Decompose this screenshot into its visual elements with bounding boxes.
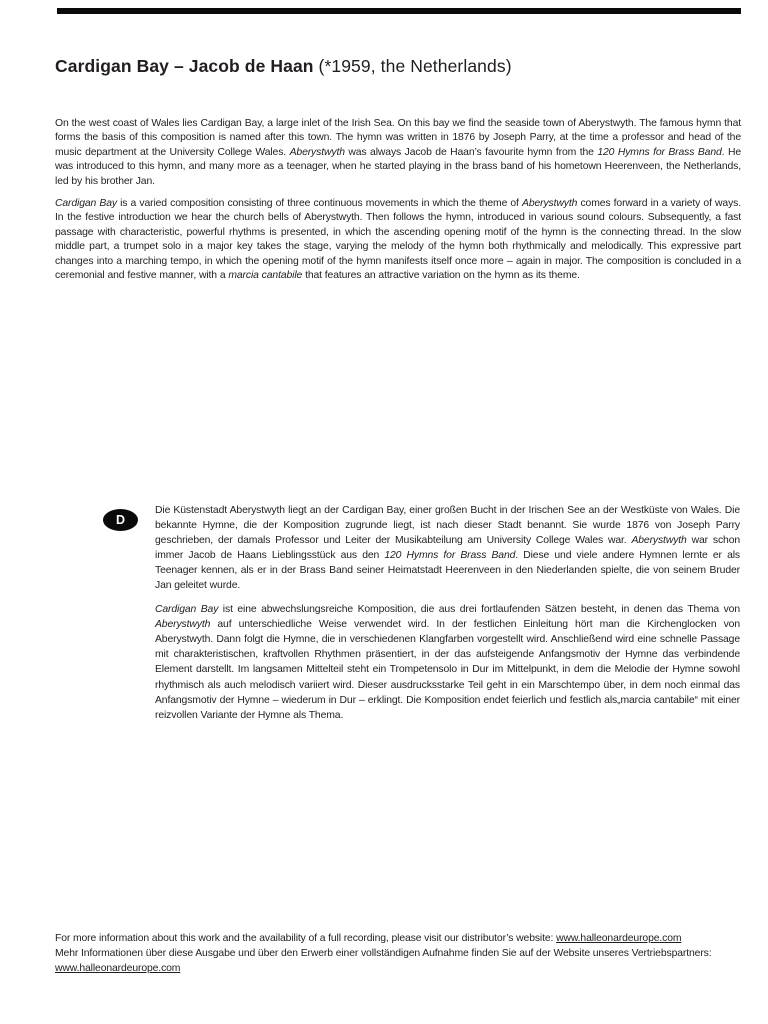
english-notes-section: [55, 117, 741, 291]
title-composer-detail: (*1959, the Netherlands): [313, 56, 512, 76]
german-paragraph-2: Cardigan Bay ist eine abwechslungsreiche Komposition, die aus drei fortlaufenden Sätzen besteht, in denen das Thema von Aberystwyth auf unterschiedliche Weise verwendet wird. In der festlichen Einleitung hört man die Kirchenglocken von Aberystwyth. Dann folgt die Hymne, die in verschiedenen Klangfarben vorgestellt wird. Anschließend wird eine schnelle Passage mit charakteristischen, kraftvollen Rhythmen präsentiert, in der das aufsteigende Anfangsmotiv der Hymne das verbindende Element darstellt. Im langsamen Mittelteil steht ein Trompetensolo in Dur im Mittelpunkt, in dem die Melodie der Hymne sowohl rhythmisch als auch melodisch variiert wird. Dieser ausdrucksstarke Teil geht in ein Marschtempo über, in dem noch einmal das Anfangsmotiv der Hymne – wiederum in Dur – erklingt. Die Komposition endet feierlich und festlich als„marcia cantabile“ mit einer reizvollen Variante der Hymne als Thema.: [155, 604, 740, 721]
footer-english-text: For more information about this work and the availability of a full recording, please visit our distributor’s website:: [55, 933, 557, 944]
distributor-website-link-german[interactable]: www.halleonardeurope.com: [55, 963, 181, 975]
footer-german-text: Mehr Informationen über diese Ausgabe und über den Erwerb einer vollständigen Aufnahme finden Sie auf der Website unseres Vertriebspartners:: [55, 948, 712, 960]
english-paragraph-2: Cardigan Bay is a varied composition consisting of three continuous movements in which the theme of Aberystwyth comes forward in a variety of ways. In the festive introduction we hear the church bells of Aberystwyth. Then follows the hymn, introduced in various sound colours. Subsequently, a fast passage with characteristic, powerful rhythms is presented, in which the ascending opening motif of the hymn is the connecting thread. In the slow middle part, a trumpet solo in a major key takes the stage, varying the melody of the hymn both rhythmically and melodically. This expressive part changes into a marching tempo, in which the opening motif of the hymn manifests itself once more – again in major. The composition is concluded in a ceremonial and festive manner, with a marcia cantabile that features an attractive variation on the hymn as its theme.: [55, 197, 741, 282]
english-paragraph-1: On the west coast of Wales lies Cardigan Bay, a large inlet of the Irish Sea. On this bay we find the seaside town of Aberystwyth. The famous hymn that forms the basis of this composition is named after this town. The hymn was written in 1876 by Joseph Parry, at the time a professor and head of the music department at the University College Wales. Aberystwyth was always Jacob de Haan’s favourite hymn from the 120 Hymns for Brass Band. He was introduced to this hymn, and many more as a teenager, when he started playing in the brass band of his hometown Heerenveen, the Netherlands, led by his brother Jan.: [55, 118, 741, 187]
footer-english-line: [55, 931, 745, 946]
page-title: [55, 55, 512, 77]
title-work-and-composer: Cardigan Bay – Jacob de Haan: [55, 56, 314, 76]
footer-distributor-info: [55, 931, 745, 977]
distributor-website-link-english[interactable]: www.halleonardeurope.com: [556, 933, 682, 944]
badge-letter: D: [115, 512, 126, 527]
footer-german-link-line: [55, 961, 745, 976]
footer-german-line: [55, 946, 745, 961]
top-rule-bar: [57, 8, 741, 14]
german-paragraph-1: Die Küstenstadt Aberystwyth liegt an der Cardigan Bay, einer großen Bucht in der Irischen See an der Westküste von Wales. Die bekannte Hymne, die der Komposition zugrunde liegt, ist nach dieser Stadt benannt. Sie wurde 1876 von Joseph Parry geschrieben, der damals Professor und Leiter der Musikabteilung am University College Wales war. Aberystwyth war schon immer Jacob de Haans Lieblingsstück aus den 120 Hymns for Brass Band. Diese und viele andere Hymnen lernte er als Teenager kennen, als er in der Brass Band seiner Heimatstadt Heerenveen in den Niederlanden spielte, die von seinem Bruder Jan geleitet wurde.: [155, 505, 741, 592]
german-notes-section: [155, 503, 740, 731]
german-language-badge: [103, 509, 138, 531]
